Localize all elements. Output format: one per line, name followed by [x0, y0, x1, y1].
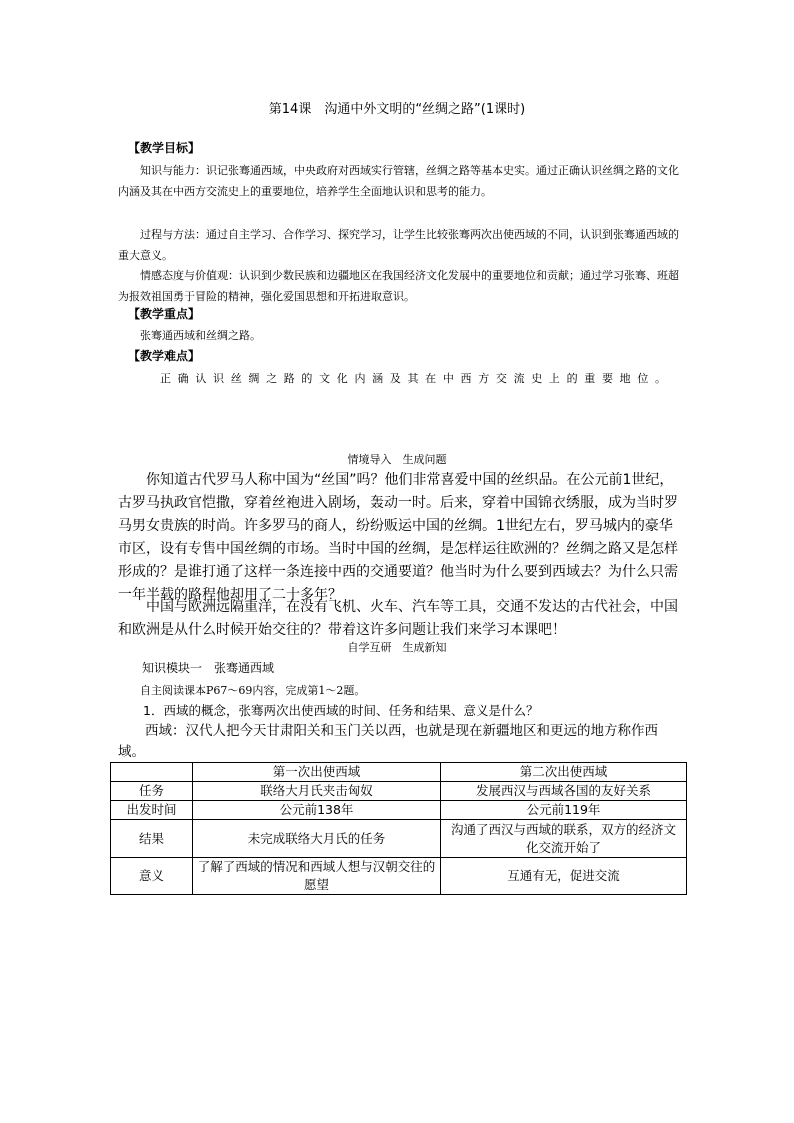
intro-paragraph-1: 你知道古代罗马人称中国为“丝国”吗？他们非常喜爱中国的丝织品。在公元前1世纪，古罗马执政官恺撒，穿着丝袍进入剧场，轰动一时。后来，穿着中国锦衣绣服，成为当时罗马男女贵族的时尚。许多罗马的商人，纷纷贩运中国的丝绸。1世纪左右，罗马城内的豪华市区，设有专售中国丝绸的市场。当时中国的丝绸，是怎样运往欧洲的？丝绸之路又是怎样形成的？是谁打通了这样一条连接中西的交通要道？他当时为什么要到西域去？为什么只需一年半载的路程他却用了二十多年？: [118, 472, 678, 603]
table-header-row: [111, 763, 687, 782]
table-cell: 了解了西域的情况和西域人想与汉朝交往的愿望: [193, 858, 441, 895]
table-cell: 出发时间: [111, 801, 193, 820]
table-row: [111, 820, 687, 858]
table-cell: 任务: [111, 782, 193, 801]
table-cell: 公元前138年: [193, 801, 441, 820]
table-header-cell: 第一次出使西域: [193, 763, 441, 782]
table-cell: 发展西汉与西域各国的友好关系: [441, 782, 687, 801]
knowledge-module-title: 知识模块一 张骞通西域: [142, 661, 275, 675]
key-point-heading: 【教学重点】: [128, 307, 201, 321]
self-study-heading: 自学互研 生成新知: [347, 641, 447, 654]
difficulty-text: 正确认识丝绸之路的文化内涵及其在中西方交流史上的重要地位。: [160, 372, 666, 385]
objectives-heading: 【教学目标】: [128, 141, 201, 155]
intro-paragraph-2: 中国与欧洲远隔重洋，在没有飞机、火车、汽车等工具，交通不发达的古代社会，中国和欧洲是从什么时候开始交往的？带着这许多问题让我们来学习本课吧！: [118, 599, 678, 638]
table-header-cell: 第二次出使西域: [441, 763, 687, 782]
table-cell: 沟通了西汉与西域的联系，双方的经济文化交流开始了: [441, 820, 687, 858]
objective-knowledge: 知识与能力：识记张骞通西域，中央政府对西域实行管辖，丝绸之路等基本史实。通过正确认识丝绸之路的文化内涵及其在中西方交流史上的重要地位，培养学生全面地认识和思考的能力。: [118, 164, 679, 198]
xiyu-definition: 西域：汉代人把今天甘肃阳关和玉门关以西，也就是现在新疆地区和更远的地方称作西域。: [118, 723, 658, 760]
objective-process: 过程与方法：通过自主学习、合作学习、探究学习，让学生比较张骞两次出使西域的不同，认识到张骞通西域的重大意义。: [118, 228, 679, 262]
intro-heading: 情境导入 生成问题: [347, 453, 447, 466]
difficulty-heading: 【教学难点】: [128, 349, 201, 363]
key-point-text: 张骞通西域和丝绸之路。: [140, 329, 261, 342]
question-1: 1．西域的概念，张骞两次出使西域的时间、任务和结果、意义是什么？: [143, 703, 539, 718]
table-row: [111, 858, 687, 895]
missions-table: [110, 762, 687, 895]
table-cell: 互通有无，促进交流: [441, 858, 687, 895]
table-cell: 联络大月氏夹击匈奴: [193, 782, 441, 801]
reading-instruction: 自主阅读课本P67～69内容，完成第1～2题。: [140, 684, 366, 697]
table-cell: 意义: [111, 858, 193, 895]
lesson-title: 第14课 沟通中外文明的“丝绸之路”(1课时): [268, 102, 526, 117]
table-row: [111, 782, 687, 801]
table-header-cell: [111, 763, 193, 782]
table-cell: 未完成联络大月氏的任务: [193, 820, 441, 858]
table-cell: 公元前119年: [441, 801, 687, 820]
objective-attitude: 情感态度与价值观：认识到少数民族和边疆地区在我国经济文化发展中的重要地位和贡献；通过学习张骞、班超为报效祖国勇于冒险的精神，强化爱国思想和开拓进取意识。: [118, 269, 679, 303]
table-row: [111, 801, 687, 820]
table-cell: 结果: [111, 820, 193, 858]
